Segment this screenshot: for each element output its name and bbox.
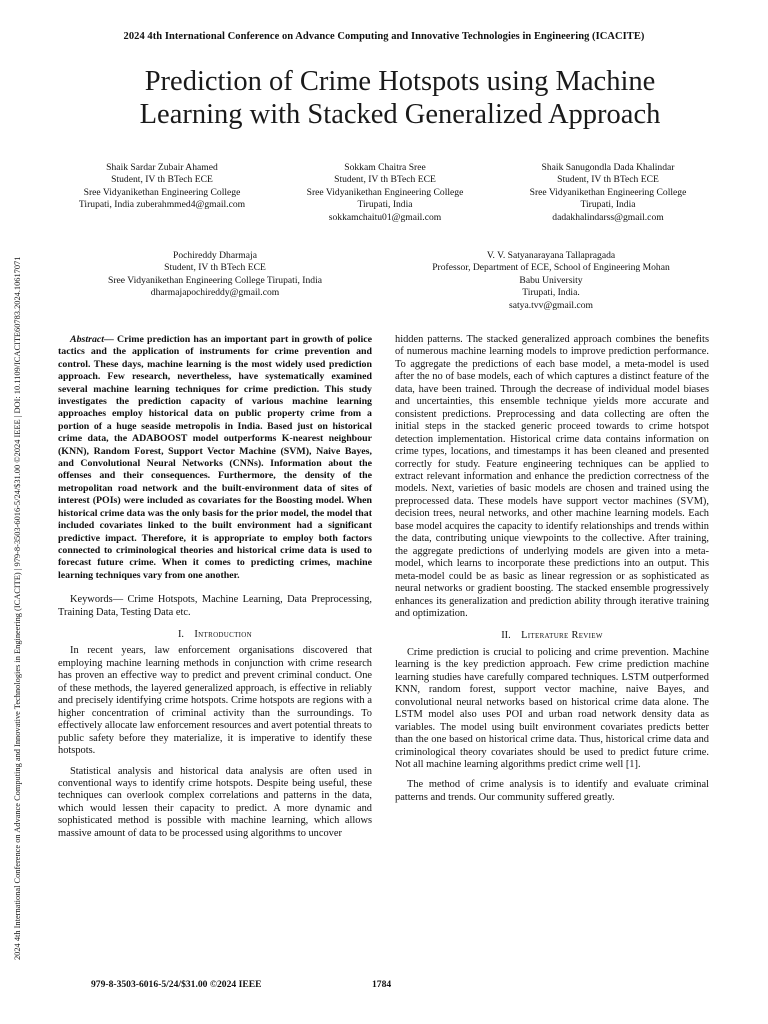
author-name: Shaik Sanugondla Dada Khalindar: [541, 162, 675, 173]
conference-header: 2024 4th International Conference on Advance Computing and Innovative Technologies in Engineering (ICACITE): [123, 31, 645, 42]
author-name: V. V. Satyanarayana Tallapragada: [486, 250, 616, 261]
author-name: Pochireddy Dharmaja: [173, 250, 257, 261]
section-title: Introduction: [194, 629, 253, 641]
title-line-2: Learning with Stacked Generalized Approach: [139, 99, 661, 130]
footer-isbn: 979-8-3503-6016-5/24/$31.00 ©2024 IEEE: [91, 979, 262, 990]
author-affiliation: Sree Vidyanikethan Engineering College: [529, 186, 687, 198]
author-email: dadakhalindarss@gmail.com: [552, 211, 664, 223]
literature-paragraph-2: The method of crime analysis is to identify and evaluate criminal patterns and trends. Our community suffered greatly.: [395, 779, 709, 803]
author-affiliation: Sree Vidyanikethan Engineering College: [83, 186, 241, 198]
intro-paragraph-1: In recent years, law enforcement organisations discovered that employing machine learning methods in conjunction with crime research has proven an effective way to predict and prevent criminal conduct. One of these methods, the layered generalized approach, is effective in reliably and precisely identifying crime hotspots. Crime hotspots are regions with a higher concentration of criminal activity than the surroundings. To effectively allocate law enforcement resources and avert potential threats to public safety before they materialize, it is imperative to identify these hotspots.: [58, 645, 372, 757]
section-number: II.: [501, 630, 511, 642]
intro-continued-paragraph: hidden patterns. The stacked generalized approach combines the benefits of numerous machine learning models to improve prediction performance. To aggregate the predictions of each base model, a meta-model is used after the no of base models, each of which captures a distinct feature of the data, have been trained. Through the decrease of individual model biases and uncertainties, this ensemble technique yields more accurate and consistent predictions. Preprocessing and data collecting are often the initial steps in the stacked generic proceed towards to crime hotspot detection implementation. Historical crime data contains information on crime types, locations, and timestamps it has been cleaned and presented correctly for study. Feature engineering techniques can be applied to extract relevant information and enhance the prediction correctness of the models. Next, varieties of basic models are chosen and trained using the preprocessed data. These models have support vector machines (SVM), decision trees, neural networks, and other machine learning models. Each base model acquires the capacity to identify relationships and trends within the data, contributing unique viewpoints to the collective. After training, the aggregate predictions of underlying models are given into a meta-model, which learns to incorporate these predictions into an output. This meta-model could be as basic as linear regression or as sophisticated as neural networks or gradient boosting. The stacked ensemble progressively enhances its generalization and prediction ability through iterative training and optimization.: [395, 334, 709, 619]
author-block-4: [60, 250, 370, 300]
author-block-1: [52, 162, 272, 212]
author-location: Tirupati, India: [580, 199, 636, 211]
author-role: Student, IV th BTech ECE: [164, 262, 266, 274]
author-role: Professor, Department of ECE, School of Engineering Mohan: [432, 262, 670, 274]
left-column: [58, 334, 372, 840]
literature-paragraph-1: Crime prediction is crucial to policing and crime prevention. Machine learning is the key prediction approach. Few crime prediction machine learning studies have carefully compared techniques. LSTM outperformed KNN, random forest, support vector machine, naive Bayes, and convolutional neural networks based on historical crime data alone. The LSTM model also uses POI and urban road network density data as variables. The model using built environment covariates predicts better than the one based on historical crime data. Thus, historical crime data and criminological theory covariates should be used to predict future crime. Not all machine learning algorithms predict crime well [1].: [395, 646, 709, 770]
abstract-lead: Abstract—: [70, 334, 114, 345]
paper-title: [60, 65, 740, 131]
author-location-email: Tirupati, India zuberahmmed4@gmail.com: [78, 199, 246, 211]
author-affiliation: Babu University: [519, 274, 583, 286]
keywords: Keywords— Crime Hotspots, Machine Learning, Data Preprocessing, Training Data, Testing Data etc.: [58, 594, 372, 618]
section-heading-literature-review: [395, 630, 709, 642]
right-column: [395, 334, 709, 804]
author-location: Tirupati, India.: [522, 287, 580, 299]
author-block-2: [275, 162, 495, 224]
author-location: Tirupati, India: [357, 199, 413, 211]
author-affiliation: Sree Vidyanikethan Engineering College: [306, 186, 464, 198]
author-name: Sokkam Chaitra Sree: [344, 162, 426, 173]
author-email: dharmajapochireddy@gmail.com: [150, 287, 280, 299]
doi-side-strip: 2024 4th International Conference on Advance Computing and Innovative Technologies in Engineering (ICACITE) | 979-8-3503-6016-5/24/$31.00 ©2024 IEEE | DOI: 10.1109/ICACITE60783.2024.10617071: [13, 256, 22, 960]
author-block-3: [498, 162, 718, 224]
abstract-body: Crime prediction has an important part in growth of police tactics and the application of instruments for crime prevention and control. These days, machine learning is the most widely used prediction approach. Few research, nevertheless, have systematically examined several machine learning techniques for crime prediction. This study investigates the prediction capacity of various machine learning approaches employ historical data on public property crime from a portion of a huge seaside metropolis in India. Based just on historical crime data, the ADABOOST model outperforms K-nearest neighbour (KNN), Random Forest, Support Vector Machine (SVM), Naive Bayes, and Convolutional Neural Networks (CNNs). Information about the offenses and their consequences. Furthermore, the density of the metropolitan road network and the built-environment data of sites of interest (POIs) were included as covariates for the Boosting model. When historical crime data was the only basis for the prior model, the model that included covariates linked to the built environment had a significant predictive impact. Therefore, it is appropriate to employ both factors connected to criminological theories and historical crime data is used to forecast future crime. When it comes to predicting crimes, machine learning techniques vary from one another.: [58, 334, 372, 581]
author-email: sokkamchaitu01@gmail.com: [328, 211, 442, 223]
section-number: I.: [177, 629, 185, 641]
author-role: Student, IV th BTech ECE: [557, 174, 659, 186]
author-affiliation: Sree Vidyanikethan Engineering College Tirupati, India: [108, 274, 322, 286]
author-role: Student, IV th BTech ECE: [111, 174, 213, 186]
page-number: 1784: [372, 979, 392, 990]
author-block-5: [398, 250, 704, 312]
title-line-1: Prediction of Crime Hotspots using Machine: [144, 66, 656, 97]
author-role: Student, IV th BTech ECE: [334, 174, 436, 186]
section-heading-introduction: [58, 629, 372, 641]
author-email: satya.tvv@gmail.com: [509, 299, 593, 311]
section-title: Literature Review: [521, 630, 603, 642]
author-name: Shaik Sardar Zubair Ahamed: [106, 162, 218, 173]
intro-paragraph-2: Statistical analysis and historical data analysis are often used in conventional ways to identify crime hotspots. Despite being useful, these techniques can overlook complex correlations and patterns in the data, which would lessen their capacity to predict. A more dynamic and sophisticated method is possible with machine learning, which allows massive amount of data to be processed using algorithms to uncover: [58, 765, 372, 839]
abstract: [58, 334, 372, 582]
